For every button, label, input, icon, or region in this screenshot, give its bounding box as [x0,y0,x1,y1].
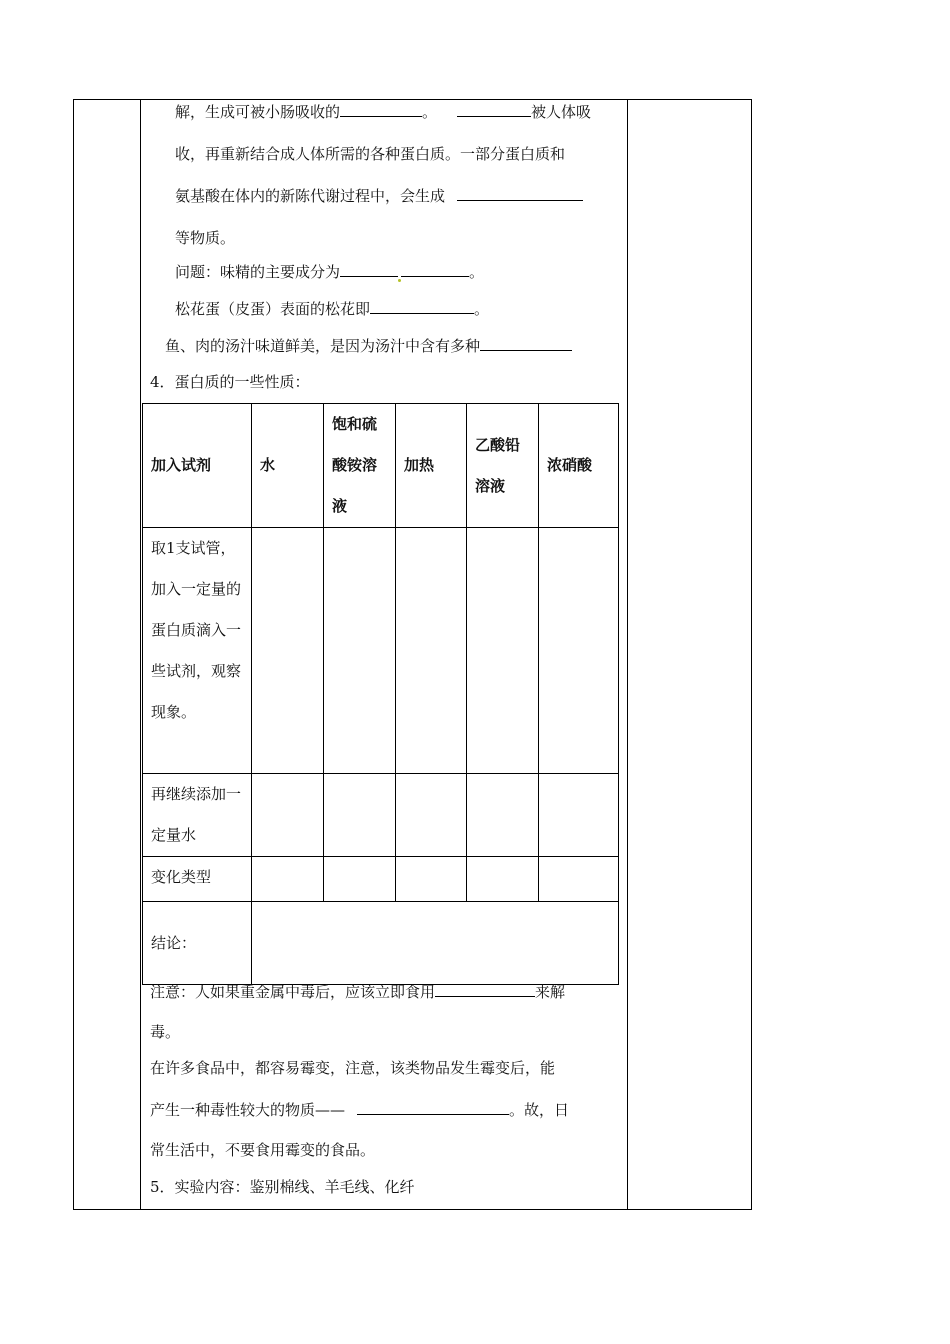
column-divider-right [627,100,628,1209]
note-heavy-metal: 注意：人如果重金属中毒后，应该立即食用 来解 [150,983,566,1001]
table-row [143,857,619,902]
blank-absorbable[interactable] [340,102,422,117]
row-add-water-label: 再继续添加一定量水 [143,774,252,857]
cell-nitric-type[interactable] [539,857,619,902]
cell-water-add[interactable] [252,774,324,857]
header-lead-acetate: 乙酸铅溶液 [467,404,539,528]
mold-line-3: 常生活中，不要食用霉变的食品。 [150,1141,376,1159]
blank-msg-part2[interactable] [401,262,469,277]
cell-heat-add[interactable] [396,774,467,857]
mold-line-2: 产生一种毒性较大的物质—— 。故，日 [150,1101,570,1119]
cell-ammonium-type[interactable] [324,857,396,902]
question-msg: 问题：味精的主要成分为 。 [175,263,485,281]
header-ammonium-sulfate: 饱和硫酸铵溶液 [324,404,396,528]
text-line-1: 解，生成可被小肠吸收的 。 被人体吸 [175,103,592,121]
note-heavy-metal-cont: 毒。 [150,1023,181,1041]
row-change-type-label: 变化类型 [143,857,252,902]
header-reagent: 加入试剂 [143,404,252,528]
cell-water-obs[interactable] [252,528,324,774]
section-4-title: 4．蛋白质的一些性质： [150,373,310,391]
row-procedure-label: 取1支试管，加入一定量的蛋白质滴入一些试剂，观察现象。 [143,528,252,774]
question-soup: 鱼、肉的汤汁味道鲜美，是因为汤汁中含有多种 [165,336,572,356]
header-heat: 加热 [396,404,467,528]
text-line-2: 收，再重新结合成人体所需的各种蛋白质。一部分蛋白质和 [175,145,566,163]
blank-absorbed[interactable] [457,102,531,117]
conclusion-cell[interactable] [252,902,619,985]
blank-msg-part1[interactable] [340,262,398,277]
conclusion-label: 结论： [143,902,252,985]
table-header-row [143,404,619,528]
blank-metabolism-products[interactable] [457,186,583,201]
blank-soup[interactable] [480,336,572,351]
header-water: 水 [252,404,324,528]
cell-lead-add[interactable] [467,774,539,857]
header-nitric-acid: 浓硝酸 [539,404,619,528]
mold-line-1: 在许多食品中，都容易霉变，注意，该类物品发生霉变后，能 [150,1059,556,1077]
cell-heat-obs[interactable] [396,528,467,774]
cell-lead-obs[interactable] [467,528,539,774]
protein-properties-table [142,403,619,985]
speck [398,279,401,282]
table-row [143,902,619,985]
text-line-3: 氨基酸在体内的新陈代谢过程中，会生成 [175,186,583,206]
text-line-4: 等物质。 [175,229,236,247]
cell-nitric-add[interactable] [539,774,619,857]
cell-heat-type[interactable] [396,857,467,902]
table-row [143,528,619,774]
section-5-title: 5．实验内容：鉴别棉线、羊毛线、化纤 [150,1178,415,1196]
cell-lead-type[interactable] [467,857,539,902]
blank-antidote-food[interactable] [435,982,535,997]
cell-nitric-obs[interactable] [539,528,619,774]
question-egg: 松花蛋（皮蛋）表面的松花即 。 [175,300,490,318]
blank-toxin[interactable] [357,1100,509,1115]
column-divider-left [140,100,141,1209]
blank-egg[interactable] [370,299,474,314]
table-row [143,774,619,857]
cell-water-type[interactable] [252,857,324,902]
cell-ammonium-obs[interactable] [324,528,396,774]
cell-ammonium-add[interactable] [324,774,396,857]
